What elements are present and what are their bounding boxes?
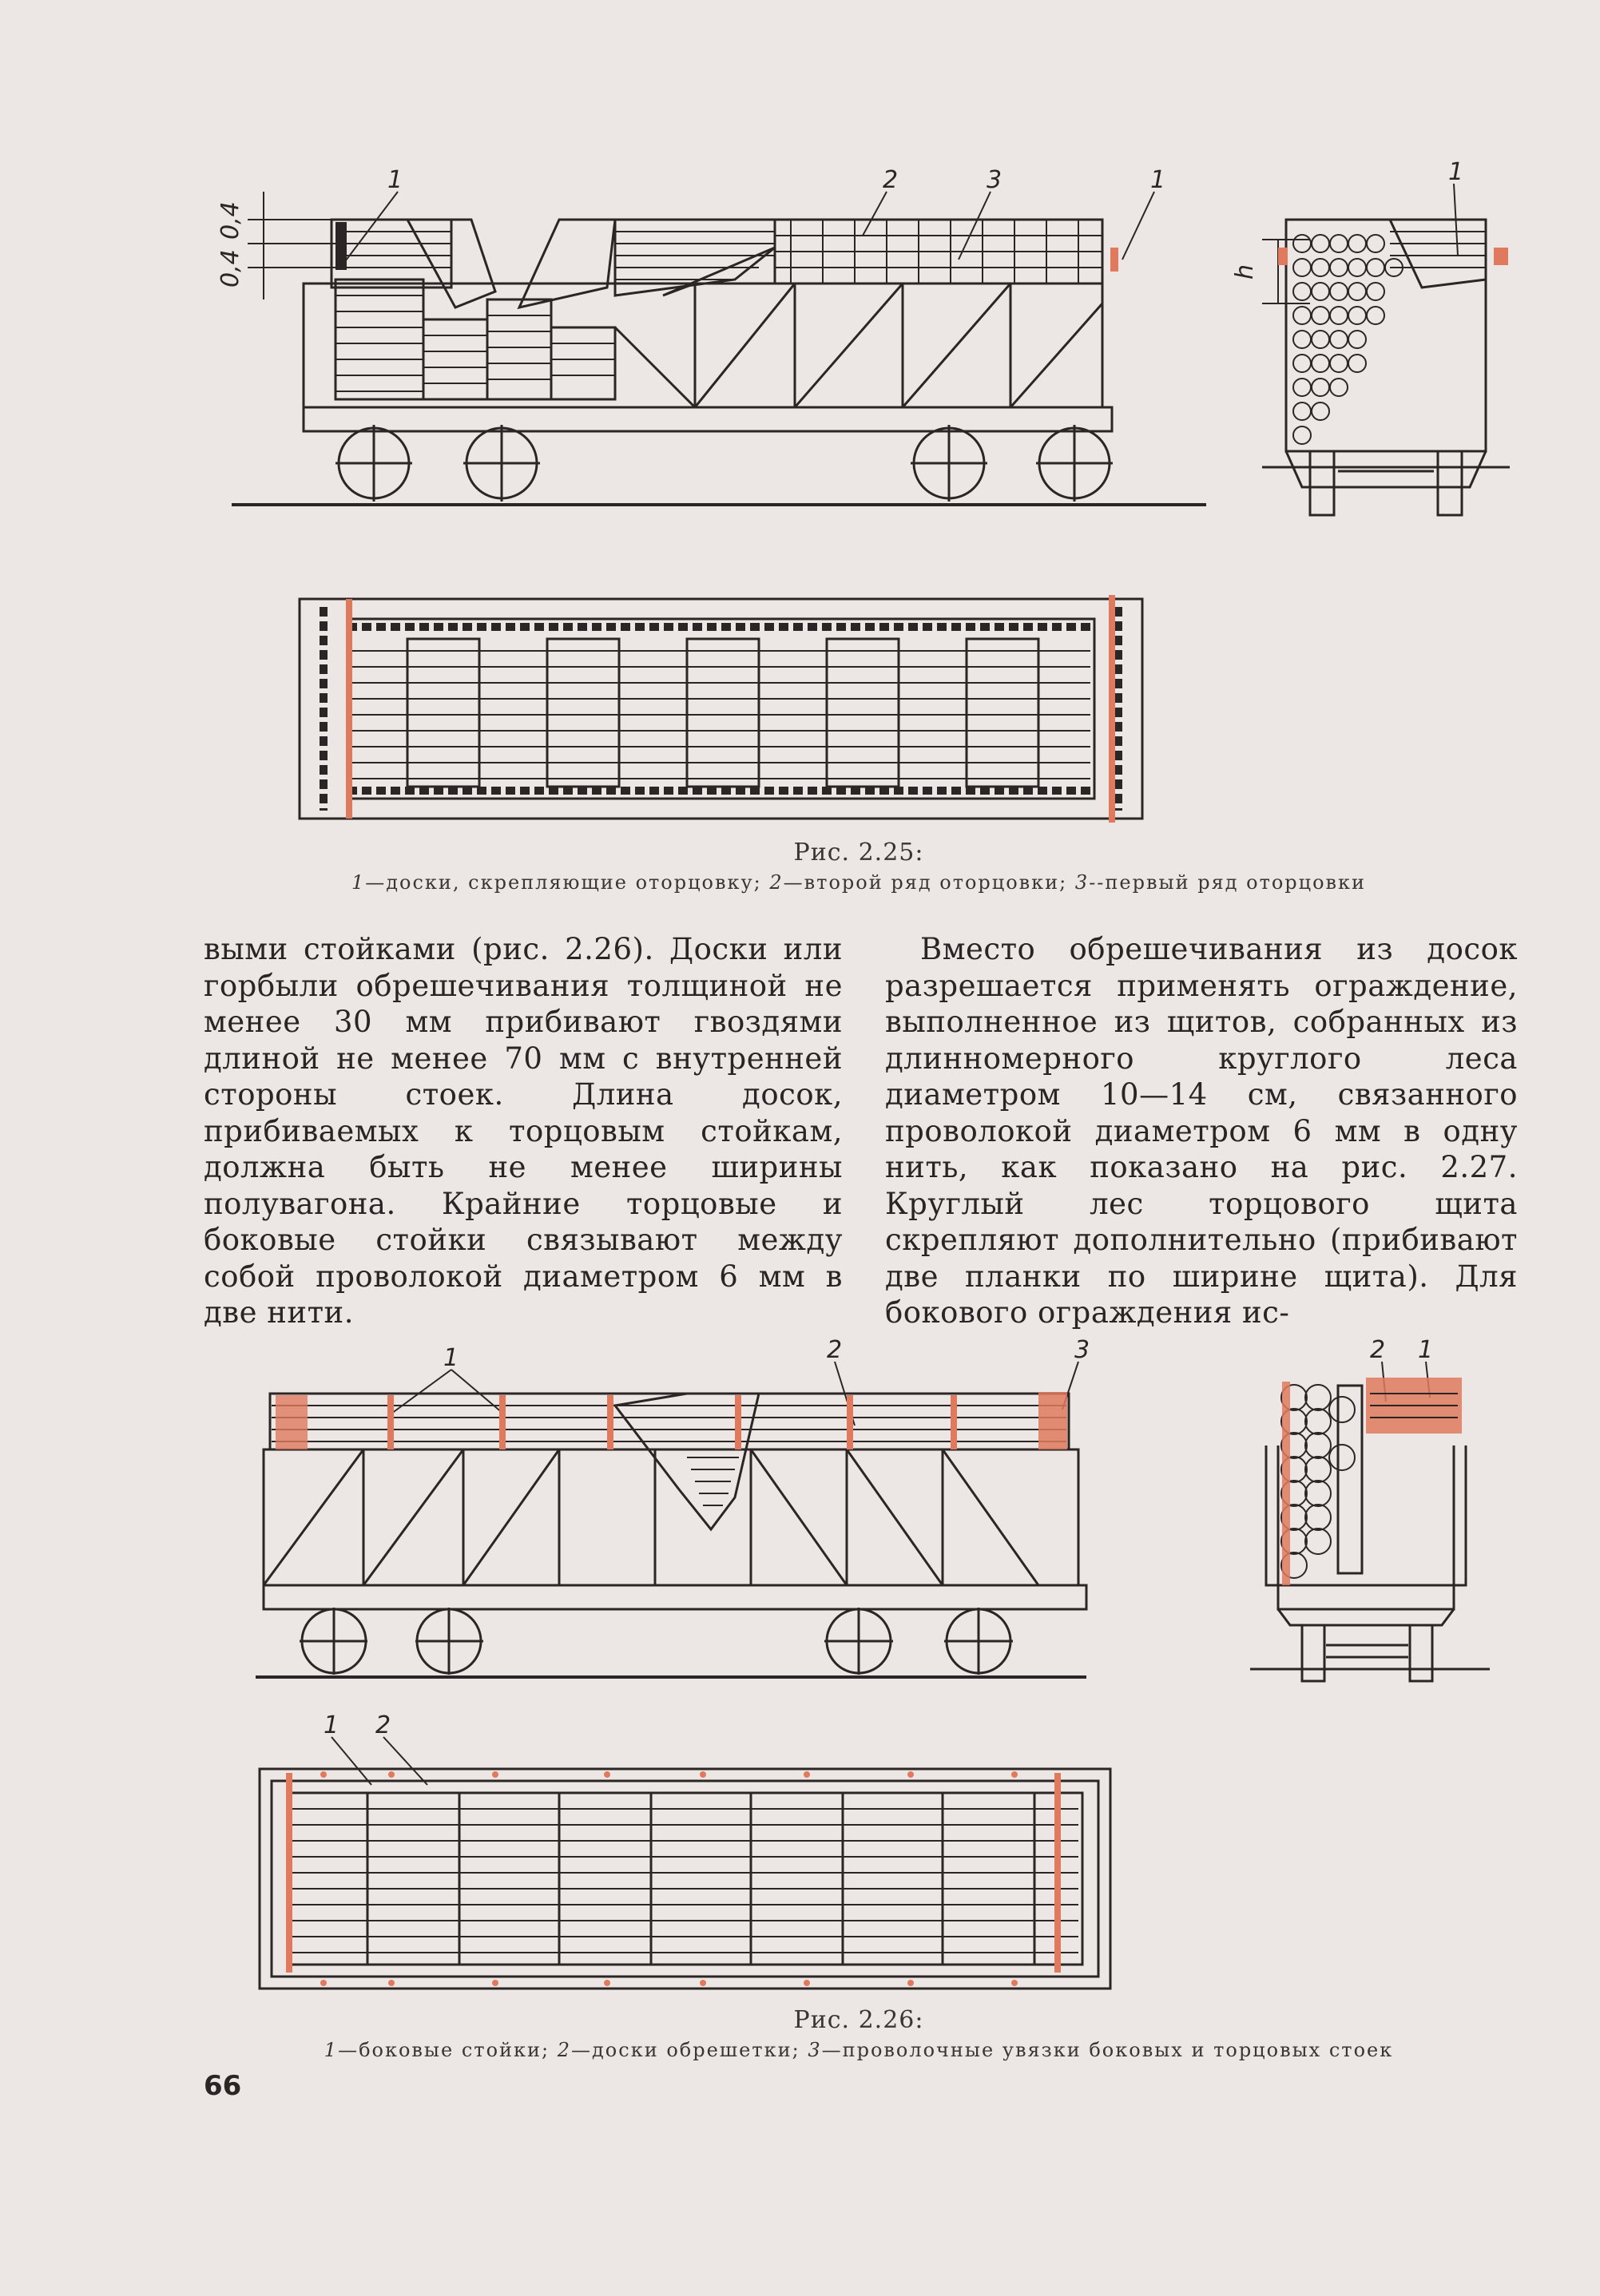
fig-2-26-legend	[204, 2039, 1514, 2061]
end26-callout-1: 1	[1418, 1336, 1434, 1364]
fig-2-25-title: Рис. 2.25:	[793, 839, 924, 866]
fig-2-26-caption	[204, 2006, 1514, 2061]
legend26-num-2: 2	[557, 2039, 572, 2061]
legend26-text-2: —доски обрешетки;	[571, 2039, 800, 2061]
dimension-label-bottom: 0,4	[216, 249, 244, 287]
callout-2: 2	[883, 166, 899, 194]
callout-1a: 1	[387, 166, 403, 194]
legend26-num-1: 1	[324, 2039, 339, 2061]
end26-callout-2: 2	[1370, 1336, 1386, 1364]
text-column-right	[885, 931, 1518, 1331]
fig-2-25-legend	[204, 871, 1514, 894]
dimension-label-top: 0,4	[216, 201, 244, 240]
paragraph-right: Вместо обрешечивания из досок разрешается применять ограждение, выполненное из щитов, собранных из длинномерного круглого леса диаметром 10—14 см, связанного проволокой диаметром 6 мм в одну нить, как показано на рис. 2.27. Круглый лес торцового щита скрепляют дополнительно (прибивают две планки по ширине щита). Для бокового ограждения ис-	[885, 932, 1518, 1330]
fig-2-25-caption	[204, 839, 1514, 894]
callout-1b: 1	[1150, 166, 1166, 194]
fig-2-25-end-view	[1231, 158, 1510, 519]
callout-3: 3	[987, 166, 1002, 194]
legend26-text-1: —боковые стойки;	[338, 2039, 550, 2061]
legend-text-2: —второй ряд оторцовки;	[783, 871, 1068, 894]
fig-2-26-side-view	[240, 1330, 1118, 1685]
text-column-left	[204, 931, 843, 1331]
end-callout-1: 1	[1448, 158, 1464, 186]
fig-2-25-side-view	[216, 160, 1206, 527]
fig-2-25-plan-view	[296, 595, 1150, 823]
page-number: 66	[204, 2070, 242, 2102]
fig-2-26-plan-view	[256, 1709, 1118, 1997]
legend-num-1: 1	[351, 871, 366, 894]
callout-26-1: 1	[443, 1344, 459, 1372]
plan26-callout-1: 1	[324, 1711, 339, 1739]
legend-num-2: 2	[769, 871, 784, 894]
fig-2-26-title: Рис. 2.26:	[793, 2006, 924, 2034]
legend-num-3: 3	[1074, 871, 1090, 894]
legend26-num-3: 3	[808, 2039, 822, 2061]
legend26-text-3: —проволочные увязки боковых и торцовых стоек	[821, 2039, 1394, 2061]
callout-26-3: 3	[1074, 1336, 1090, 1364]
paragraph-left: выми стойками (рис. 2.26). Доски или горбыли обрешечивания толщиной не менее 30 мм прибивают гвоздями длиной не менее 70 мм с внутренней стороны стоек. Длина досок, прибиваемых к торцовым стойкам, должна быть не менее ширины полувагона. Крайние торцовые и боковые стойки связывают между собой проволокой диаметром 6 мм в две нити.	[204, 932, 843, 1330]
fig-2-26-end-view	[1250, 1330, 1490, 1681]
callout-26-2: 2	[827, 1336, 843, 1364]
plan26-callout-2: 2	[375, 1711, 391, 1739]
end-dimension-h: h	[1231, 264, 1259, 280]
legend-text-3: --первый ряд оторцовки	[1089, 871, 1367, 894]
legend-text-1: —доски, скрепляющие оторцовку;	[365, 871, 762, 894]
